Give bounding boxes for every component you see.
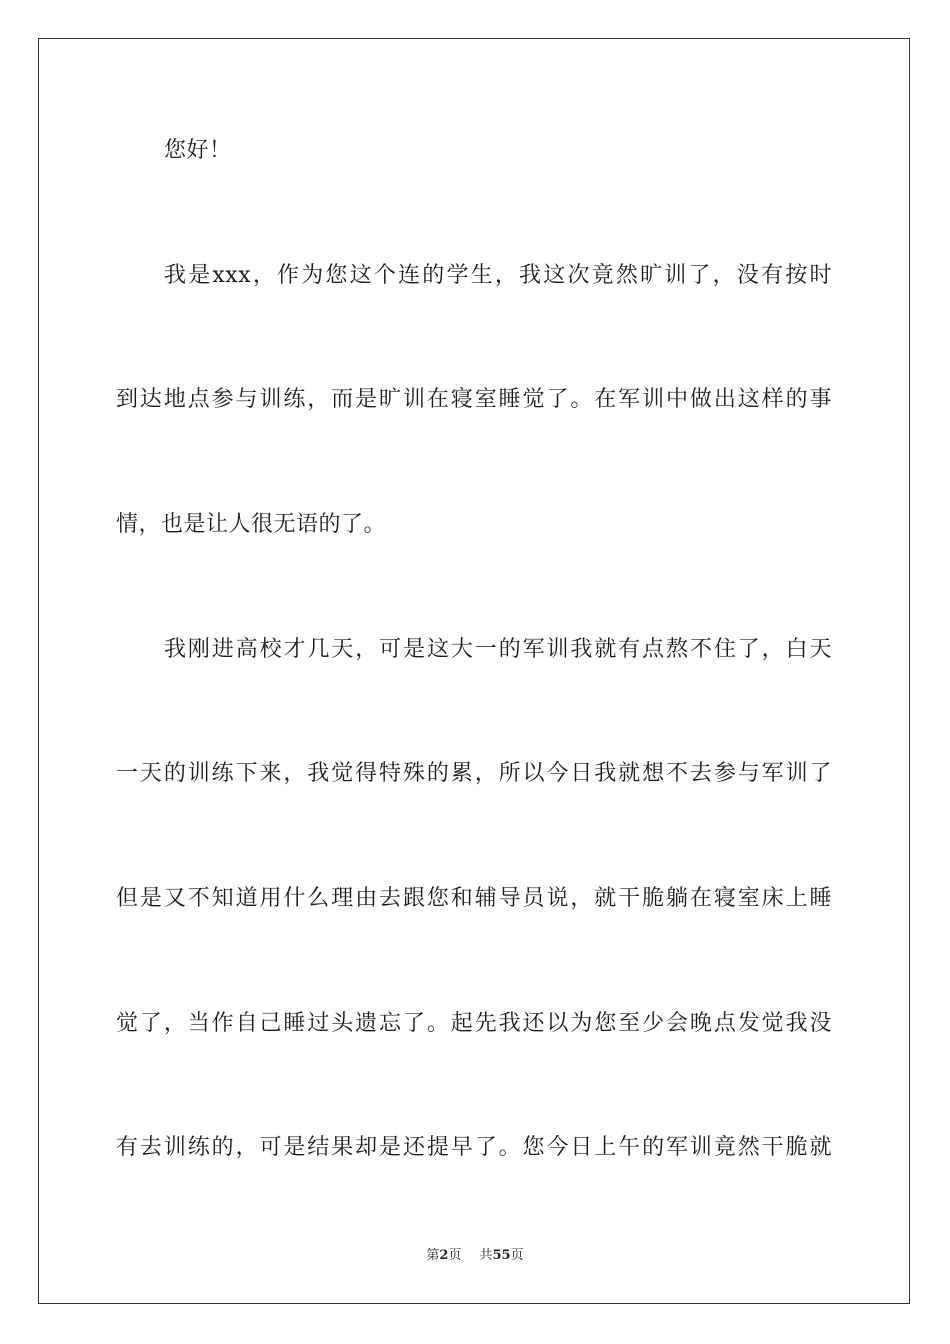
paragraph-2-line-4: 觉了，当作自己睡过头遗忘了。起先我还以为您至少会晚点发觉我没 [116,1011,832,1036]
paragraph-2-line-1: 我刚进高校才几天，可是这大一的军训我就有点熬不住了，白天 [164,637,832,662]
paragraph-1-line-3: 情，也是让人很无语的了。 [116,512,387,537]
paragraph-1-line-2: 到达地点参与训练，而是旷训在寝室睡觉了。在军训中做出这样的事 [116,387,832,412]
total-pages: 55 [492,1248,511,1263]
page-number: 2 [439,1248,449,1263]
page-suffix: 页 [448,1248,462,1263]
greeting-line: 您好！ [164,138,232,163]
paragraph-2-line-3: 但是又不知道用什么理由去跟您和辅导员说，就干脆躺在寝室床上睡 [116,886,832,911]
page-prefix: 第 [426,1248,440,1263]
page-footer [0,1247,950,1265]
paragraph-2-line-5: 有去训练的，可是结果却是还提早了。您今日上午的军训竟然干脆就 [116,1135,832,1160]
total-prefix: 共 [479,1248,493,1263]
paragraph-2-line-2: 一天的训练下来，我觉得特殊的累，所以今日我就想不去参与军训了 [116,761,832,786]
total-suffix: 页 [510,1248,524,1263]
page-border [38,38,910,1304]
paragraph-1-line-1: 我是xxx，作为您这个连的学生，我这次竟然旷训了，没有按时 [164,263,832,288]
